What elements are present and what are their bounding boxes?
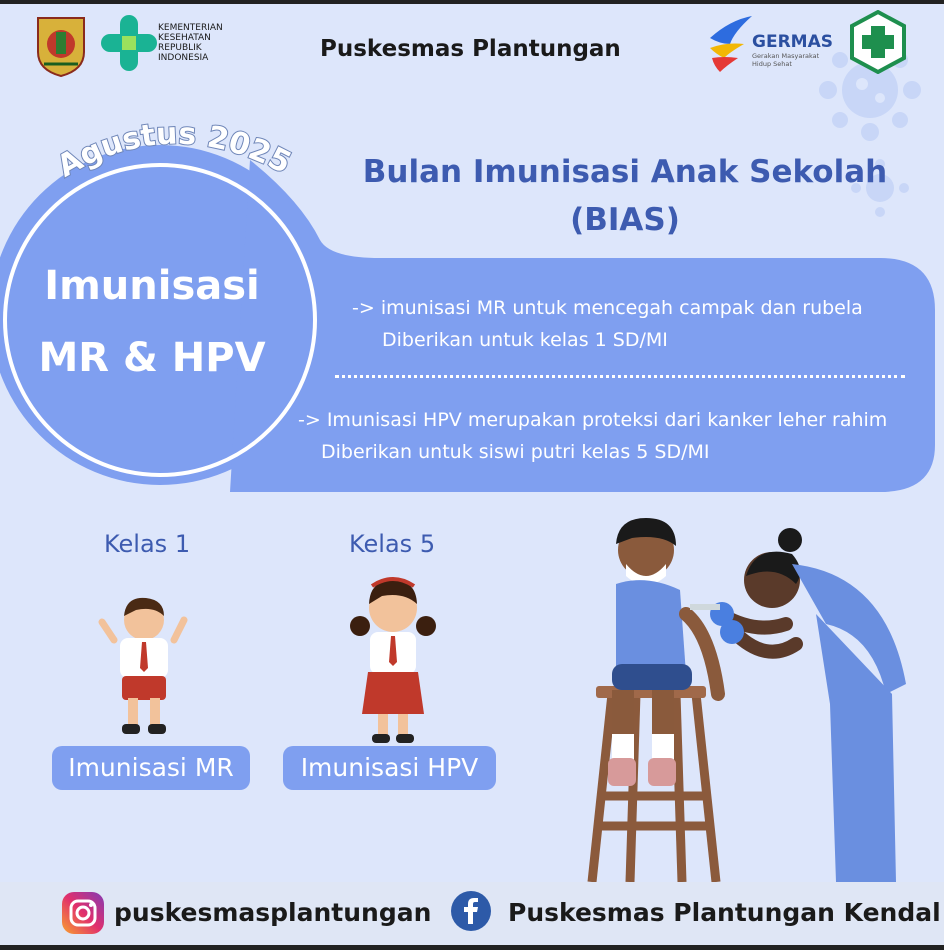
- facebook-icon[interactable]: [450, 890, 492, 932]
- hpv-info-line2: Diberikan untuk siswi putri kelas 5 SD/MI: [321, 441, 710, 463]
- campaign-title: [300, 148, 944, 244]
- month-badge-text: Agustus 2025: [51, 116, 297, 185]
- month-badge: [20, 100, 340, 220]
- hpv-info-line1: -> Imunisasi HPV merupakan proteksi dari kanker leher rahim: [298, 409, 888, 431]
- mr-info-line2: Diberikan untuk kelas 1 SD/MI: [382, 329, 668, 351]
- bottom-border: [0, 945, 944, 950]
- kemenkes-line: KESEHATAN: [158, 33, 211, 43]
- campaign-title-line1: Bulan Imunisasi Anak Sekolah: [362, 154, 888, 190]
- germas-wordmark: [752, 32, 833, 68]
- germas-title: GERMAS: [752, 32, 833, 52]
- circle-heading-line1: Imunisasi: [44, 263, 260, 309]
- hpv-info: [298, 404, 887, 468]
- kemenkes-line: KEMENTERIAN: [158, 23, 223, 33]
- mr-info: [352, 292, 863, 356]
- circle-heading-line2: MR & HPV: [38, 335, 266, 381]
- vaccination-illustration: [586, 514, 926, 884]
- divider: [335, 375, 905, 378]
- germas-logo-icon: [704, 14, 754, 74]
- health-cross-icon: [849, 10, 907, 74]
- regency-crest-icon: [34, 14, 88, 78]
- mr-info-line1: -> imunisasi MR untuk mencegah campak dan rubela: [352, 297, 863, 319]
- instagram-icon[interactable]: [60, 890, 106, 936]
- grade-label-5: Kelas 5: [349, 530, 436, 558]
- kemenkes-logo-icon: [100, 14, 158, 72]
- campaign-title-line2: (BIAS): [570, 202, 680, 238]
- schoolgirl-illustration: [348, 574, 438, 746]
- kemenkes-line: INDONESIA: [158, 53, 209, 63]
- grade-label-1: Kelas 1: [104, 530, 191, 558]
- facebook-page-name[interactable]: Puskesmas Plantungan Kendal: [508, 898, 941, 927]
- instagram-handle[interactable]: puskesmasplantungan: [114, 898, 432, 927]
- kemenkes-wordmark: [158, 23, 248, 63]
- kemenkes-line: REPUBLIK: [158, 43, 202, 53]
- top-border: [0, 0, 944, 4]
- mr-target-label: Imunisasi MR: [52, 746, 250, 790]
- circle-heading: [22, 250, 282, 394]
- svg-text:Agustus 2025: [51, 116, 296, 184]
- schoolboy-illustration: [96, 592, 192, 740]
- germas-subtitle: Gerakan Masyarakat Hidup Sehat: [752, 52, 820, 68]
- hpv-target-label: Imunisasi HPV: [283, 746, 496, 790]
- header-title: Puskesmas Plantungan: [320, 36, 621, 62]
